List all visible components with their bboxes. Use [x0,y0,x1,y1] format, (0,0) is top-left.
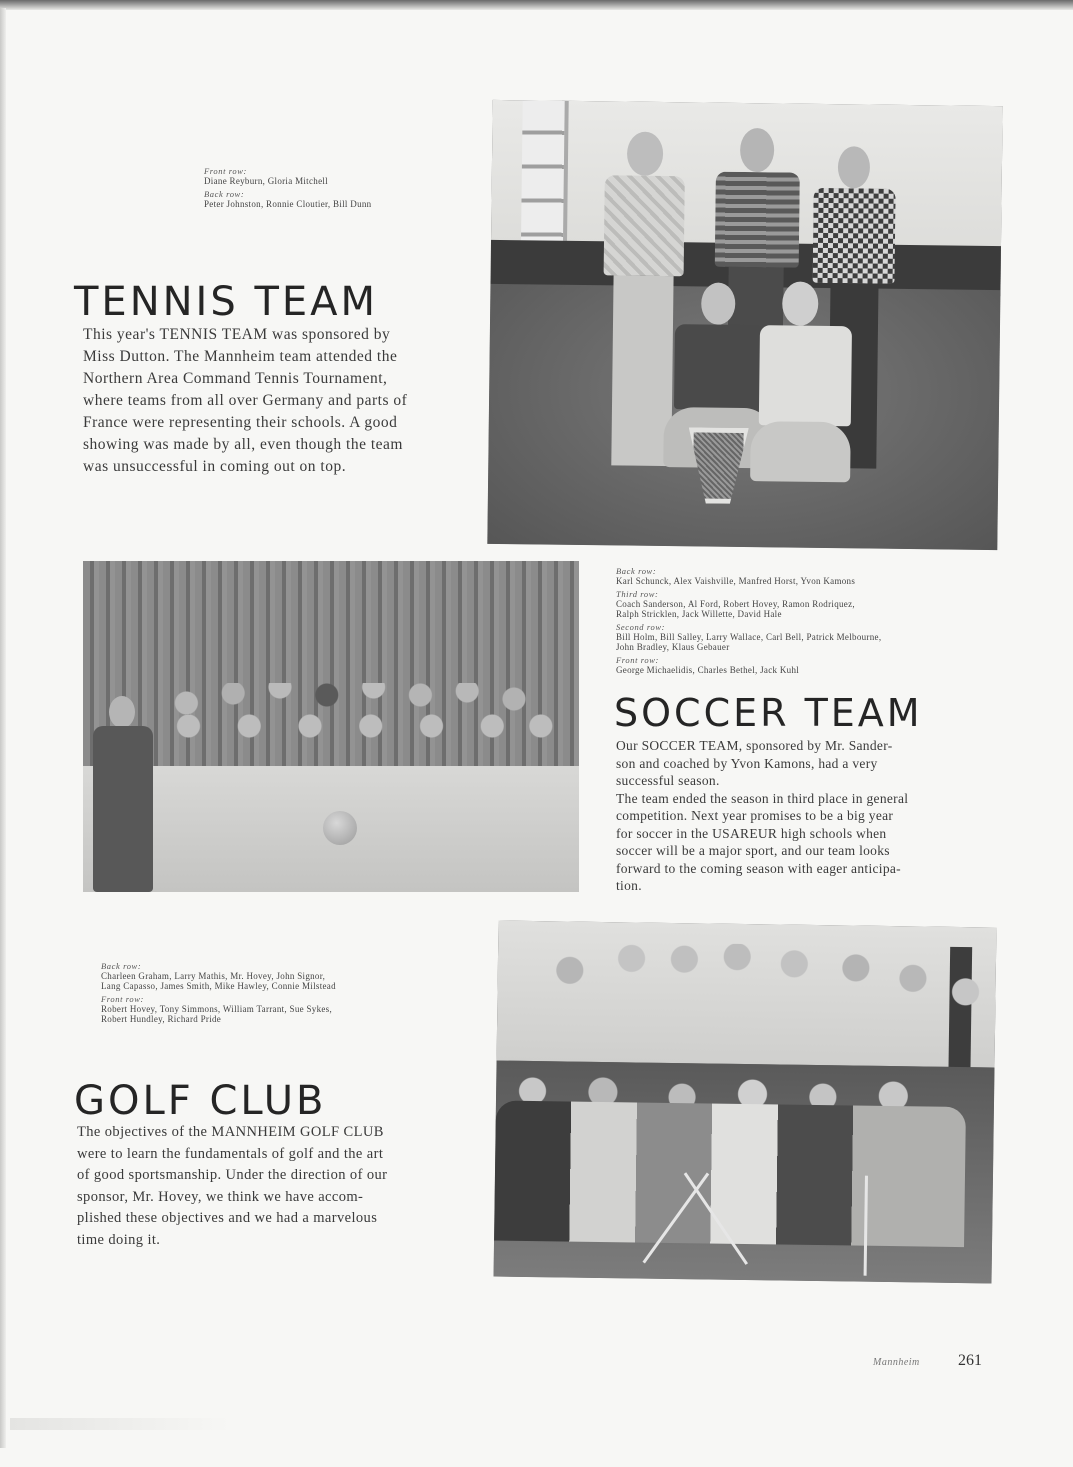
body-line: showing was made by all, even though the team [83,436,403,453]
body-line: of good sportsmanship. Under the direction of our [77,1167,388,1183]
caption-row-names: Charleen Graham, Larry Mathis, Mr. Hovey, John Signor, [101,971,326,981]
body-line: where teams from all over Germany and parts of [83,392,408,409]
caption-row-names: Peter Johnston, Ronnie Cloutier, Bill Dunn [204,199,372,209]
caption-row-label: Back row: [204,189,245,199]
caption-row-label: Back row: [101,961,142,971]
caption-row-label: Back row: [616,566,657,576]
caption-row-names: George Michaelidis, Charles Bethel, Jack Kuhl [616,665,800,675]
person [750,281,863,502]
caption-row-label: Front row: [204,166,247,176]
players-second-row [148,706,553,746]
golf-caption [101,958,336,1024]
caption-row-names: Karl Schunck, Alex Vaishville, Manfred Horst, Yvon Kamons [616,576,856,586]
caption-row-names: Coach Sanderson, Al Ford, Robert Hovey, Ramon Rodriquez, [616,599,855,609]
caption-row-names: Bill Holm, Bill Salley, Larry Wallace, Carl Bell, Patrick Melbourne, [616,632,882,642]
scan-smudge [10,1418,230,1430]
body-line: competition. Next year promises to be a big year [616,808,894,823]
caption-row-names: Robert Hundley, Richard Pride [101,1014,222,1024]
page-number: 261 [958,1352,982,1369]
body-line: forward to the coming season with eager anticipa- [616,860,901,876]
scan-top-edge [0,0,1073,10]
caption-row-label: Front row: [616,655,659,665]
golf-heading: GOLF CLUB [74,1078,327,1124]
tennis-body [83,324,443,478]
body-line: The team ended the season in third place in general [616,790,909,806]
golf-photo [494,921,997,1284]
caption-row-label: Third row: [616,589,659,599]
soccer-caption [616,563,881,675]
body-line: sponsor, Mr. Hovey, we think we have accom- [77,1188,364,1205]
body-line: successful season. [616,773,720,788]
photo-window [521,100,569,241]
caption-row-names: John Bradley, Klaus Gebauer [616,642,730,652]
body-line: Our SOCCER TEAM, sponsored by Mr. Sander- [616,738,893,753]
soccer-photo [83,561,579,892]
person-coach [93,696,153,892]
caption-row-label: Second row: [616,622,666,632]
body-line: soccer will be a major sport, and our team looks [616,843,890,858]
golf-body [77,1122,442,1251]
scan-left-edge [0,8,6,1448]
caption-row-names: Lang Capasso, James Smith, Mike Hawley, Connie Milstead [101,981,336,991]
tennis-photo [487,100,1002,550]
members-front-clothes [494,1101,966,1248]
body-line: The objectives of the MANNHEIM GOLF CLUB [77,1124,384,1140]
caption-row-names: Ralph Stricklen, Jack Willette, David Hale [616,609,782,619]
body-line: France were representing their schools. A good [83,414,398,431]
tennis-caption [204,163,372,209]
body-line: Miss Dutton. The Mannheim team attended the [83,348,398,365]
footer-school-name: Mannheim [873,1357,920,1368]
body-line: Northern Area Command Tennis Tournament, [83,370,388,387]
body-line: son and coached by Yvon Kamons, had a very [616,755,878,771]
soccer-body [616,737,966,895]
body-line: were to learn the fundamentals of golf and the art [77,1145,384,1162]
body-line: was unsuccessful in coming out on top. [83,458,347,475]
body-line: tion. [616,878,642,893]
caption-row-names: Robert Hovey, Tony Simmons, William Tarrant, Sue Sykes, [101,1004,333,1014]
caption-row-names: Diane Reyburn, Gloria Mitchell [204,176,328,186]
body-line: This year's TENNIS TEAM was sponsored by [83,326,391,343]
body-line: for soccer in the USAREUR high schools when [616,825,887,841]
body-line: plished these objectives and we had a marvelous [77,1210,378,1226]
soccer-heading: SOCCER TEAM [614,691,923,735]
soccer-ball-icon [323,811,357,845]
caption-row-label: Front row: [101,994,144,1004]
body-line: time doing it. [77,1231,161,1248]
tennis-heading: TENNIS TEAM [74,279,379,325]
